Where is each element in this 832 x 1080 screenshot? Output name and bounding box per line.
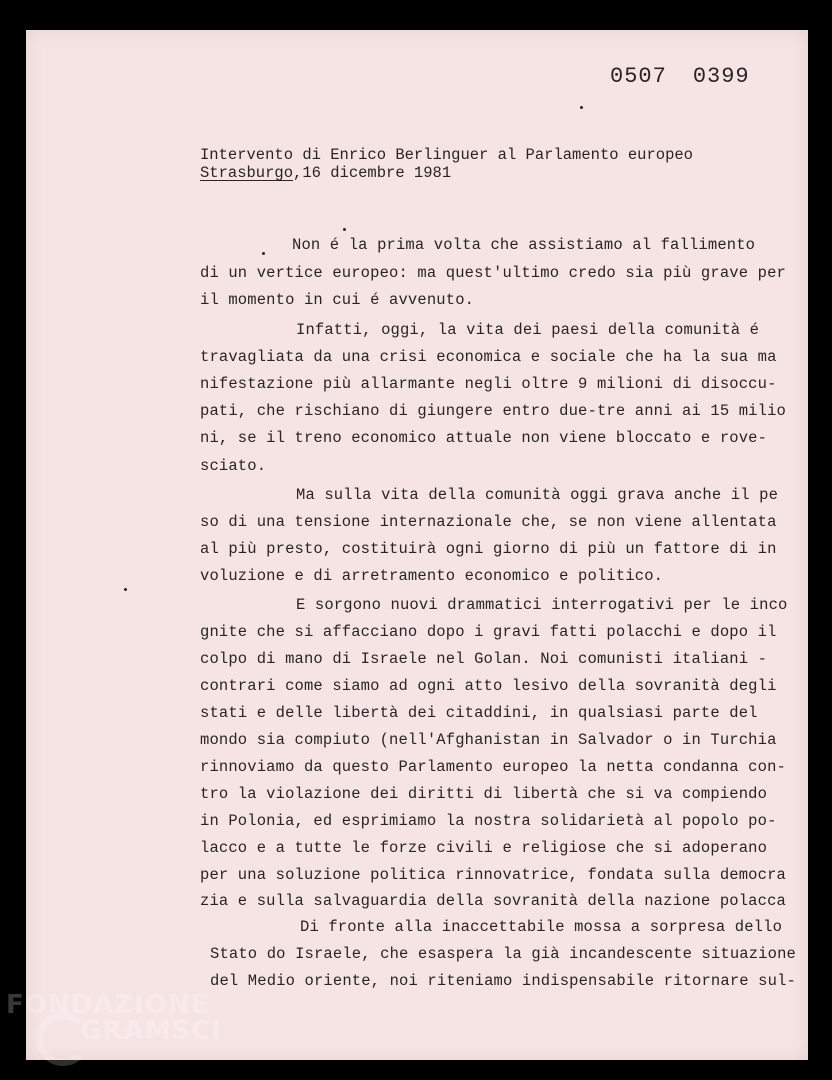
body-line: per una soluzione politica rinnovatrice, fondata sulla democra <box>200 866 786 884</box>
archive-number-part2: 0399 <box>692 64 750 89</box>
body-line: zia e sulla salvaguardia della sovranità della nazione polacca <box>200 892 786 910</box>
document-place: Strasburgo <box>200 164 294 182</box>
document-title: Intervento di Enrico Berlinguer al Parlamento europeo <box>200 146 693 164</box>
stray-mark <box>262 252 265 255</box>
body-line: so di una tensione internazionale che, se non viene allentata <box>200 513 777 531</box>
body-line: E sorgono nuovi drammatici interrogativi per le inco <box>296 596 788 614</box>
body-line: tro la violazione dei diritti di libertà che si va compiendo <box>200 785 768 803</box>
watermark-line2: GRAMSCI <box>80 1016 222 1046</box>
body-line: Non é la prima volta che assistiamo al fallimento <box>292 236 756 254</box>
stray-mark <box>343 228 346 231</box>
body-line: stati e delle libertà dei citaddini, in qualsiasi parte del <box>200 704 758 722</box>
body-line: rinnoviamo da questo Parlamento europeo la netta condanna con- <box>200 758 786 776</box>
body-line: di un vertice europeo: ma quest'ultimo credo sia più grave per <box>200 264 786 282</box>
body-line: lacco e a tutte le forze civili e religiose che si adoperano <box>200 839 768 857</box>
stray-mark <box>580 106 583 109</box>
body-line: Infatti, oggi, la vita dei paesi della comunità é <box>296 321 760 339</box>
body-line: Di fronte alla inaccettabile mossa a sorpresa dello <box>300 918 783 936</box>
divider <box>160 1052 780 1054</box>
body-line: pati, che rischiano di giungere entro due-tre anni ai 15 milio <box>200 402 786 420</box>
body-line: travagliata da una crisi economica e sociale che ha la sua ma <box>200 348 777 366</box>
document-place-date <box>200 164 451 182</box>
body-line: al più presto, costituirà ogni giorno di più un fattore di in <box>200 540 777 558</box>
document-date: ,16 dicembre 1981 <box>293 164 452 182</box>
watermark-line1: FONDAZIONE <box>6 990 210 1020</box>
body-line: ni, se il treno economico attuale non viene bloccato e rove- <box>200 429 768 447</box>
body-line: colpo di mano di Israele nel Golan. Noi comunisti italiani - <box>200 650 768 668</box>
watermark-logo <box>6 990 222 1070</box>
body-line: Ma sulla vita della comunità oggi grava anche il pe <box>296 486 779 504</box>
body-line: del Medio oriente, noi riteniamo indispensabile ritornare sul- <box>210 972 796 990</box>
body-line: mondo sia compiuto (nell'Afghanistan in Salvador o in Turchia <box>200 731 777 749</box>
body-line: in Polonia, ed esprimiamo la nostra solidarietà al popolo po- <box>200 812 777 830</box>
body-line: il momento in cui é avvenuto. <box>200 291 475 309</box>
body-line: contrari come siamo ad ogni atto lesivo della sovranità degli <box>200 677 777 695</box>
archive-number <box>610 64 750 89</box>
stray-mark <box>124 588 127 591</box>
body-line: voluzione e di arretramento economico e politico. <box>200 567 664 585</box>
body-line: nifestazione più allarmante negli oltre 9 milioni di disoccu- <box>200 375 777 393</box>
body-line: gnite che si affacciano dopo i gravi fatti polacchi e dopo il <box>200 623 777 641</box>
archive-number-part1: 0507 <box>610 64 667 89</box>
body-line: sciato. <box>200 457 267 475</box>
body-line: Stato do Israele, che esaspera la già incandescente situazione <box>210 945 796 963</box>
